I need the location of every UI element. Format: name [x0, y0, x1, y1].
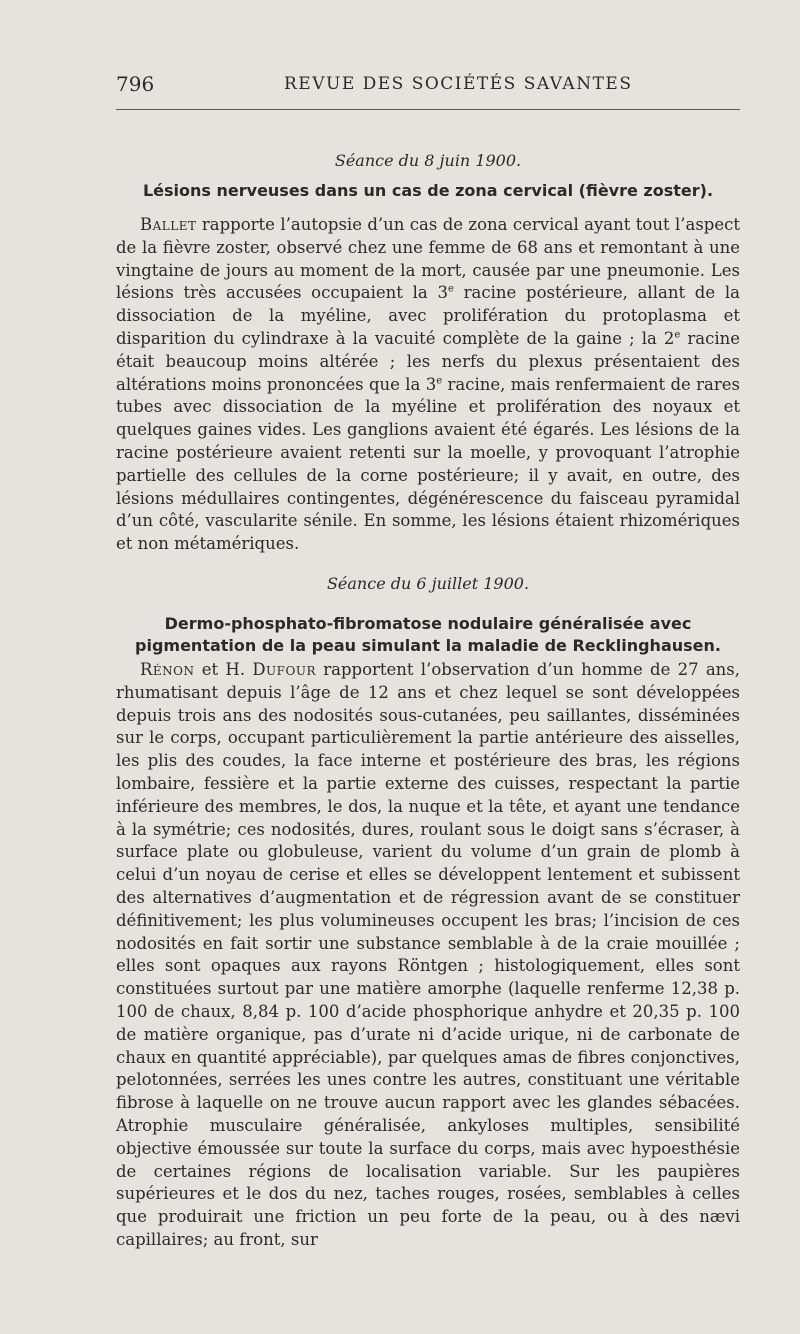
- running-title: REVUE DES SOCIÉTÉS SAVANTES: [284, 74, 633, 94]
- seance-heading-2: Séance du 6 juillet 1900.: [326, 574, 530, 593]
- superscript-1: e: [448, 283, 454, 295]
- superscript-2: e: [674, 329, 681, 341]
- body-1-part-3: racine était beaucoup moins altérée ; les nerfs du plexus présentaient des altérations moins prononcées que la 3: [116, 328, 740, 394]
- seance-heading-1: Séance du 8 juin 1900.: [334, 151, 522, 170]
- author-ballet: Ballet: [140, 215, 197, 234]
- article-body-2: [116, 659, 740, 1252]
- body-2-text: rapportent l’observation d’un homme de 27 ans, rhumatisant depuis l’âge de 12 ans et chez lequel se sont développées depuis trois ans des nodosités sous-cutanées, peu saillantes, disséminées sur le corps, occupant particulièrement la partie antérieure des aisselles, les plis des coudes, la face interne et postérieure des bras, les régions lombaire, fessière et la partie externe des cuisses, respectant la partie inférieure des membres, le dos, la nuque et la tête, et ayant une tendance à la symétrie; ces nodosités, dures, roulant sous le doigt sans s’écraser, à surface plate ou globuleuse, varient du volume d’un grain de plomb à celui d’un noyau de cerise et elles se développent lentement et subissent des alternatives d’augmentation et de régression avant de se constituer définitivement; les plus volumineuses occupent les bras; l’incision de ces nodosités en fait sortir une substance semblable à de la craie mouillée ; elles sont opaques aux rayons Röntgen ; histologiquement, elles sont constituées surtout par une matière amorphe (laquelle renferme 12,38 p. 100 de chaux, 8,84 p. 100 d’acide phosphorique anhydre et 20,35 p. 100 de matière organique, pas d’urate ni d’acide urique, ni de carbonate de chaux en quantité appréciable), par quelques amas de fibres conjonctives, pelotonnées, serrées les unes contre les autres, constituant une véritable fibrose à laquelle on ne trouve aucun rapport avec les glandes sébacées. Atrophie musculaire généralisée, ankyloses multiples, sensibilité objective émoussée sur toute la surface du corps, mais avec hypoesthésie de certaines régions de localisation variable. Sur les paupières supérieures et le dos du nez, taches rouges, rosées, semblables à celles que produirait une friction un peu forte de la peau, ou à des nævi capillaires; au front, sur: [116, 660, 741, 1249]
- author-dufour: Dufour: [252, 660, 316, 679]
- author-renon: Rénon: [140, 660, 195, 679]
- article-body-1: [116, 214, 740, 556]
- page-number: 796: [116, 72, 155, 96]
- article-title-2: Dermo-phosphato-fibromatose nodulaire généralisée avec pigmentation de la peau simulant la maladie de Recklinghausen.: [135, 614, 721, 655]
- header-rule: [116, 109, 740, 110]
- body-1-part-2: racine postérieure, allant de la dissociation de la myéline, avec prolifération du protoplasma et disparition du cylindraxe à la vacuité complète de la gaine ; la 2: [116, 283, 740, 348]
- body-1-part-1: rapporte l’autopsie d’un cas de zona cervical ayant tout l’aspect de la fièvre zoster, observé chez une femme de 68 ans et remontant à une vingtaine de jours au moment de la mort, causée par une pneumonie. Les lésions très accusées occupaient la 3: [116, 215, 740, 303]
- superscript-3: e: [436, 375, 443, 387]
- article-title-1: Lésions nerveuses dans un cas de zona cervical (fièvre zoster).: [142, 181, 714, 200]
- author-conjunction: et H.: [194, 660, 253, 679]
- page-header: [116, 72, 740, 100]
- body-1-part-4: racine, mais renfermaient de rares tubes avec dissociation de la myéline et prolifération des noyaux et quelques gaines vides. Les ganglions avaient été égarés. Les lésions de la racine postérieure avaient retenti sur la moelle, y provoquant l’atrophie partielle des cellules de la corne postérieure; il y avait, en outre, des lésions médullaires contingentes, dégénérescence du faisceau pyramidal d’un côté, vascularite sénile. En somme, les lésions étaient rhizomériques et non métamériques.: [116, 374, 740, 554]
